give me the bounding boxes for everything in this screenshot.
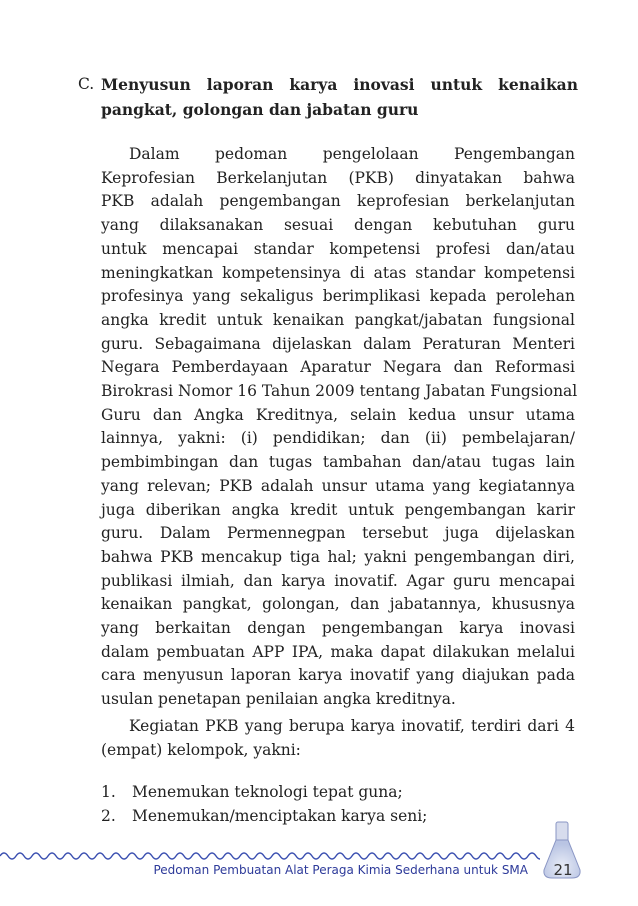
paragraph-innovative-work bbox=[101, 715, 575, 762]
text-line: profesinya yang sekaligus berimplikasi kepada perolehan bbox=[101, 287, 575, 306]
text-line: yang dilaksanakan sesuai dengan kebutuhan guru bbox=[101, 216, 575, 235]
text-line: yang berkaitan dengan pengembangan karya inovasi bbox=[101, 619, 575, 638]
text-line: guru. Dalam Permennegpan tersebut juga dijelaskan bbox=[101, 524, 575, 543]
list-item-number: 2. bbox=[101, 807, 116, 825]
text-line: meningkatkan kompetensinya di atas standar kompetensi bbox=[101, 263, 575, 282]
text-line: bahwa PKB mencakup tiga hal; yakni pengembangan diri, bbox=[101, 547, 575, 566]
text-line: Birokrasi Nomor 16 Tahun 2009 tentang Jabatan Fungsional bbox=[101, 382, 578, 401]
text-line: juga diberikan angka kredit untuk pengembangan karir bbox=[101, 500, 575, 519]
innovation-list bbox=[101, 780, 575, 828]
text-line: Keprofesian Berkelanjutan (PKB) dinyatakan bahwa bbox=[101, 168, 575, 187]
text-line: yang relevan; PKB adalah unsur utama yang kegiatannya bbox=[101, 476, 575, 495]
text-line: pembimbingan dan tugas tambahan dan/atau tugas lain bbox=[101, 453, 575, 472]
text-line: kenaikan pangkat, golongan, dan jabatannya, khususnya bbox=[101, 595, 575, 614]
text-line: cara menyusun laporan karya inovatif yang diajukan pada bbox=[101, 666, 575, 685]
text-line: untuk mencapai standar kompetensi profesi dan/atau bbox=[101, 239, 575, 258]
text-line: Guru dan Angka Kreditnya, selain kedua unsur utama bbox=[101, 405, 575, 424]
text-line: Kegiatan PKB yang berupa karya inovatif, terdiri dari 4 bbox=[129, 717, 575, 735]
text-line: (empat) kelompok, yakni: bbox=[101, 740, 301, 759]
text-line: publikasi ilmiah, dan karya inovatif. Agar guru mencapai bbox=[101, 571, 575, 590]
section-title: Menyusun laporan karya inovasi untuk kenaikan pangkat, golongan dan jabatan guru bbox=[101, 75, 578, 119]
text-line: angka kredit untuk kenaikan pangkat/jabatan fungsional bbox=[101, 310, 575, 329]
list-item-text: Menemukan teknologi tepat guna; bbox=[132, 783, 403, 801]
text-line: PKB adalah pengembangan keprofesian berkelanjutan bbox=[101, 192, 575, 211]
text-line: Negara Pemberdayaan Aparatur Negara dan Reformasi bbox=[101, 358, 575, 377]
footer-book-title: Pedoman Pembuatan Alat Peraga Kimia Sederhana untuk SMA bbox=[153, 863, 528, 877]
paragraph-pkb-definition bbox=[101, 143, 578, 712]
text-line: lainnya, yakni: (i) pendidikan; dan (ii) pembelajaran/ bbox=[101, 429, 575, 448]
text-line: usulan penetapan penilaian angka kreditnya. bbox=[101, 690, 456, 709]
list-item-number: 1. bbox=[101, 783, 116, 801]
text-line: dalam pembuatan APP IPA, maka dapat dilakukan melalui bbox=[101, 642, 575, 661]
list-item-text: Menemukan/menciptakan karya seni; bbox=[132, 807, 428, 825]
section-heading bbox=[78, 72, 578, 122]
page-number: 21 bbox=[553, 861, 573, 879]
list-item bbox=[101, 804, 575, 828]
text-line: Dalam pedoman pengelolaan Pengembangan bbox=[129, 145, 575, 163]
list-item bbox=[101, 780, 575, 804]
section-label: C. bbox=[78, 75, 95, 93]
text-line: guru. Sebagaimana dijelaskan dalam Peraturan Menteri bbox=[101, 334, 575, 353]
